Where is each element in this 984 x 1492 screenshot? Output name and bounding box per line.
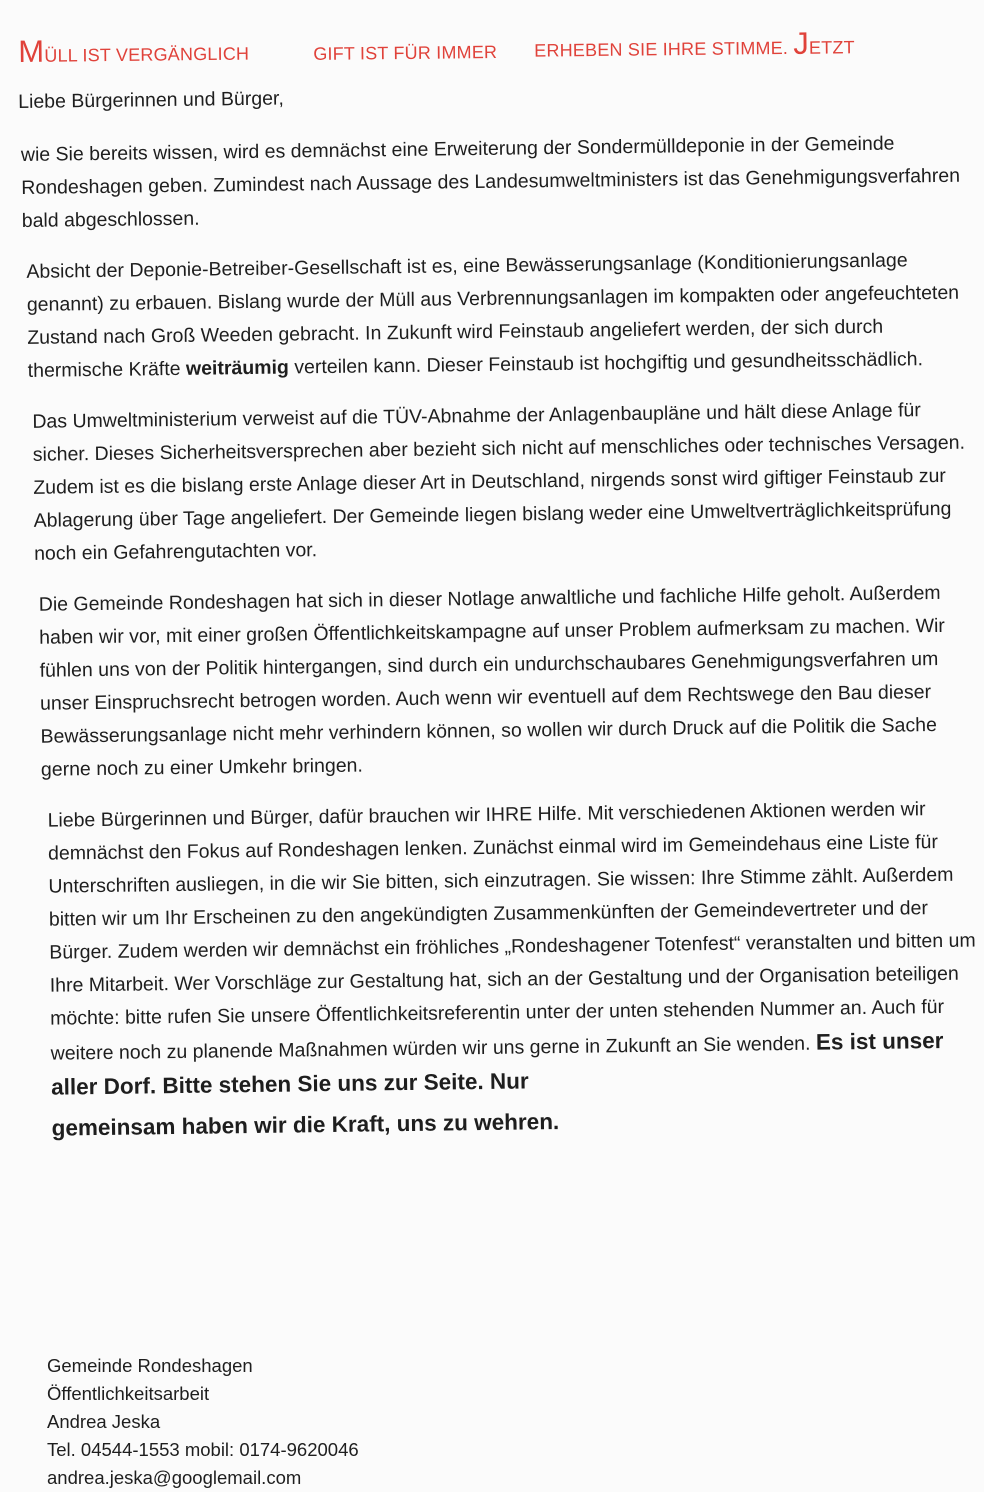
paragraph-1: wie Sie bereits wissen, wird es demnächst eine Erweiterung der Sondermülldeponie in der Gemeinde Rondeshagen geben. Zumindest nach Aussage des Landesumweltministers ist das Genehmigungsverfahren bald abgeschlossen. <box>20 132 961 232</box>
salutation: Liebe Bürgerinnen und Bürger, <box>18 87 284 113</box>
headline-part3-rest: ETZT <box>808 37 855 58</box>
letter-body <box>18 74 982 1163</box>
signature-block <box>47 1352 359 1492</box>
headline-initial-m: M <box>18 33 45 69</box>
paragraph-5 <box>27 793 981 1145</box>
headline-initial-j: J <box>793 25 810 61</box>
paragraph-2-end: verteilen kann. Dieser Feinstaub ist hochgiftig und gesundheitsschädlich. <box>288 348 924 379</box>
headline-poison-is-forever: GIFT IST FÜR IMMER <box>313 41 498 64</box>
paragraph-2-text: Absicht der Deponie-Betreiber-Gesellschaft ist es, eine Bewässerungsanlage (Konditionierungsanlage genannt) zu erbauen. Bislang wurde der Müll aus Verbrennungsanlagen im kompakten oder angefeuchteten Zustand nach Groß Weeden gebracht. In Zukunft wird Feinstaub angeliefert werden, der sich durch thermische Kräfte <box>26 249 960 382</box>
headline-raise-your-voice <box>534 27 855 62</box>
paragraph-4: Die Gemeinde Rondeshagen hat sich in dieser Notlage anwaltliche und fachliche Hilfe geholt. Außerdem haben wir vor, mit einer großen Öffentlichkeitskampagne auf unser Problem aufmerksam zu machen. Wir fühlen uns von der Politik hintergangen, sind durch ein undurchschaubares Genehmigungsverfahren um unser Einspruchsrecht betrogen worden. Auch wenn wir eventuell auf dem Rechtswege den Bau dieser Bewässerungsanlage nicht mehr verhindern können, so wollen wir durch Druck auf die Politik die Sache gerne noch zu einer Umkehr bringen. <box>38 581 945 781</box>
closing-line-1: Es ist unser aller Dorf. Bitte stehen Sie uns zur Seite. Nur <box>50 1027 944 1100</box>
paragraph-2-emphasis: weiträumig <box>185 356 290 380</box>
paragraph-3: Das Umweltministerium verweist auf die TÜV-Abnahme der Anlagenbaupläne und hält diese Anlage für sicher. Dieses Sicherheitsversprechen aber bezieht sich nicht auf menschliches oder technisches Versagen. Zudem ist es die bislang erste Anlage dieser Art in Deutschland, nirgends sonst wird giftiger Feinstaub zur Ablagerung über Tage angeliefert. Der Gemeinde liegen bislang weder eine Umweltverträglichkeitsprüfung noch ein Gefahrengutachten vor. <box>32 399 966 565</box>
closing-line-2: gemeinsam haben wir die Kraft, uns zu wehren. <box>51 1109 560 1141</box>
headline-part3-text: ERHEBEN SIE IHRE STIMME. <box>534 37 794 61</box>
paragraph-2 <box>20 244 972 388</box>
signature-email: andrea.jeska@googlemail.com <box>47 1467 302 1488</box>
headline-waste-is-transient <box>18 34 249 68</box>
signature-name: Andrea Jeska <box>47 1411 161 1432</box>
signature-phone: Tel. 04544-1553 mobil: 0174-9620046 <box>47 1439 359 1460</box>
headline-banner <box>18 20 968 74</box>
paragraph-5-text: Liebe Bürgerinnen und Bürger, dafür brauchen wir IHRE Hilfe. Mit verschiedenen Aktionen werden wir demnächst den Fokus auf Rondeshagen lenken. Zunächst einmal wird im Gemeindehaus eine Liste für Unterschriften ausliegen, in die wir Sie bitten, sich einzutragen. Sie wissen: Ihre Stimme zählt. Außerdem bitten wir um Ihr Erscheinen zu den angekündigten Zusammenkünften der Gemeindevertreter und der Bürger. Zudem werden wir demnächst ein fröhliches „Rondeshagener Totenfest“ veranstalten und bitten um Ihre Mitarbeit. Wer Vorschläge zur Gestaltung hat, sich an der Gestaltung und der Organisation beteiligen möchte: bitte rufen Sie unsere Öffentlichkeitsreferentin unter der unten stehenden Nummer an. Auch für weitere noch zu planende Maßnahmen würden wir uns gerne in Zukunft an Sie wenden. <box>47 798 976 1065</box>
signature-organization: Gemeinde Rondeshagen <box>47 1355 253 1376</box>
headline-part1-text: ÜLL IST VERGÄNGLICH <box>44 43 250 66</box>
signature-department: Öffentlichkeitsarbeit <box>47 1383 210 1404</box>
